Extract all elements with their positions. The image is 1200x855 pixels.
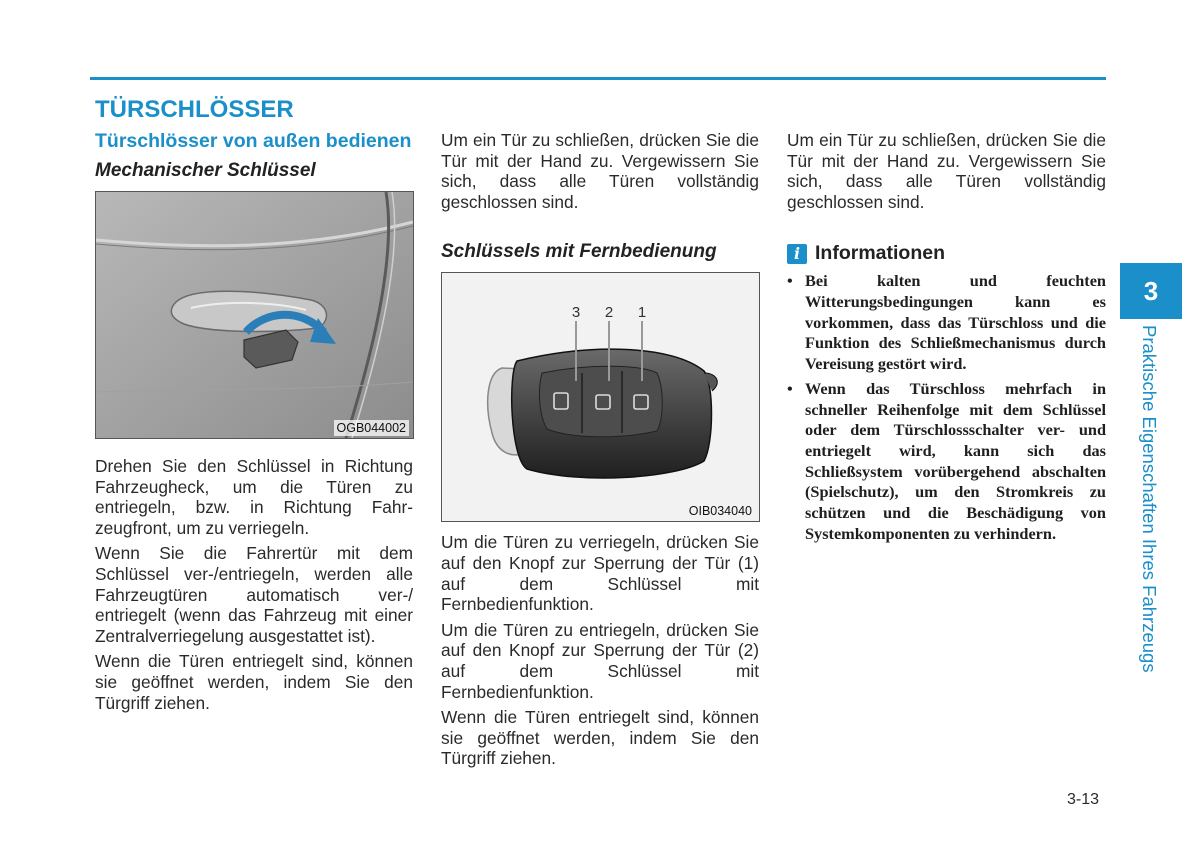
subheading-outside-operation: Türschlösser von außen bedienen xyxy=(95,130,412,152)
figure-door-handle-key xyxy=(95,191,414,439)
paragraph-unlock-remote: Um die Türen zu entriegeln, drücken Sie auf den Knopf zur Sperrung der Tür (2) auf dem Schlüssel mit Fernbedienfunktion. xyxy=(441,619,759,702)
paragraph-driver-door: Wenn Sie die Fahrertür mit dem Schlüssel ver-/entriegeln, werden alle Fahrzeugtüren automatisch ver-/ entriegelt (wenn das Fahrzeug mit einer Zentralverriegelung ausgestattet ist). xyxy=(95,543,413,646)
figure-code: OIB034040 xyxy=(688,504,752,519)
figure-remote-key xyxy=(441,272,760,522)
page-number: 3-13 xyxy=(1067,791,1100,808)
bullet: • xyxy=(787,378,793,398)
paragraph-close-door: Um ein Tür zu schließen, drücken Sie die Tür mit der Hand zu. Vergewissern Sie sich, dass alle Türen vollständig geschlossen sind. xyxy=(441,130,759,212)
heading-mechanical-key: Mechanischer Schlüssel xyxy=(95,160,316,181)
column-3 xyxy=(787,130,1106,549)
paragraph-open-doors-remote: Wenn die Türen entriegelt sind, können sie geöffnet werden, indem Sie den Türgriff ziehen. xyxy=(441,707,759,769)
column-1 xyxy=(95,130,413,718)
column-2 xyxy=(441,130,759,774)
key-button-label-2: 2 xyxy=(604,304,614,322)
heading-remote-key: Schlüssels mit Fernbedienung xyxy=(441,241,717,263)
paragraph-lock-remote: Um die Türen zu verriegeln, drücken Sie auf den Knopf zur Sperrung der Tür (1) auf dem Schlüssel mit Fernbedienfunktion. xyxy=(441,532,759,615)
key-button-label-3: 3 xyxy=(571,304,581,322)
info-text: Bei kalten und feuchten Witterungsbedingungen kann es vorkommen, dass das Türschloss und die Funktion des Schließmechanismus durch Vereisung gestört wird. xyxy=(805,271,1106,374)
figure-code: OGB044002 xyxy=(334,420,410,436)
section-title: TÜRSCHLÖSSER xyxy=(95,96,294,123)
paragraph-close-door: Um ein Tür zu schließen, drücken Sie die Tür mit der Hand zu. Vergewissern Sie sich, dass alle Türen vollständig geschlossen sind. xyxy=(787,130,1106,212)
info-list-item xyxy=(787,379,1106,545)
key-button-label-1: 1 xyxy=(637,304,647,322)
info-header xyxy=(787,242,1106,265)
paragraph-open-doors: Wenn die Türen entriegelt sind, können sie geöffnet werden, indem Sie den Türgriff ziehen. xyxy=(95,651,413,713)
info-icon: i xyxy=(787,244,807,264)
remote-key-illustration xyxy=(442,273,759,521)
chapter-side-title: Praktische Eigenschaften Ihres Fahrzeugs xyxy=(1139,325,1160,673)
chapter-tab: 3 xyxy=(1120,263,1182,319)
info-title: Informationen xyxy=(815,242,945,265)
bullet: • xyxy=(787,271,793,291)
info-list-item xyxy=(787,271,1106,375)
door-handle-illustration xyxy=(96,192,413,438)
info-text: Wenn das Türschloss mehrfach in schneller Reihenfolge mit dem Schlüssel oder dem Türschlossschalter ver- und entriegelt wird, kann sich das Schließsystem vorübergehend abschalten (Spielschutz), um den Stromkreis zu schützen und die Beschädigung von Systemkomponenten zu verhindern. xyxy=(805,378,1106,543)
top-rule xyxy=(90,77,1106,80)
paragraph-turn-key: Drehen Sie den Schlüssel in Richtung Fahrzeugheck, um die Türen zu entriegeln, bzw. in Richtung Fahr-zeugfront, um zu verriegeln. xyxy=(95,456,413,538)
info-list xyxy=(787,271,1106,544)
